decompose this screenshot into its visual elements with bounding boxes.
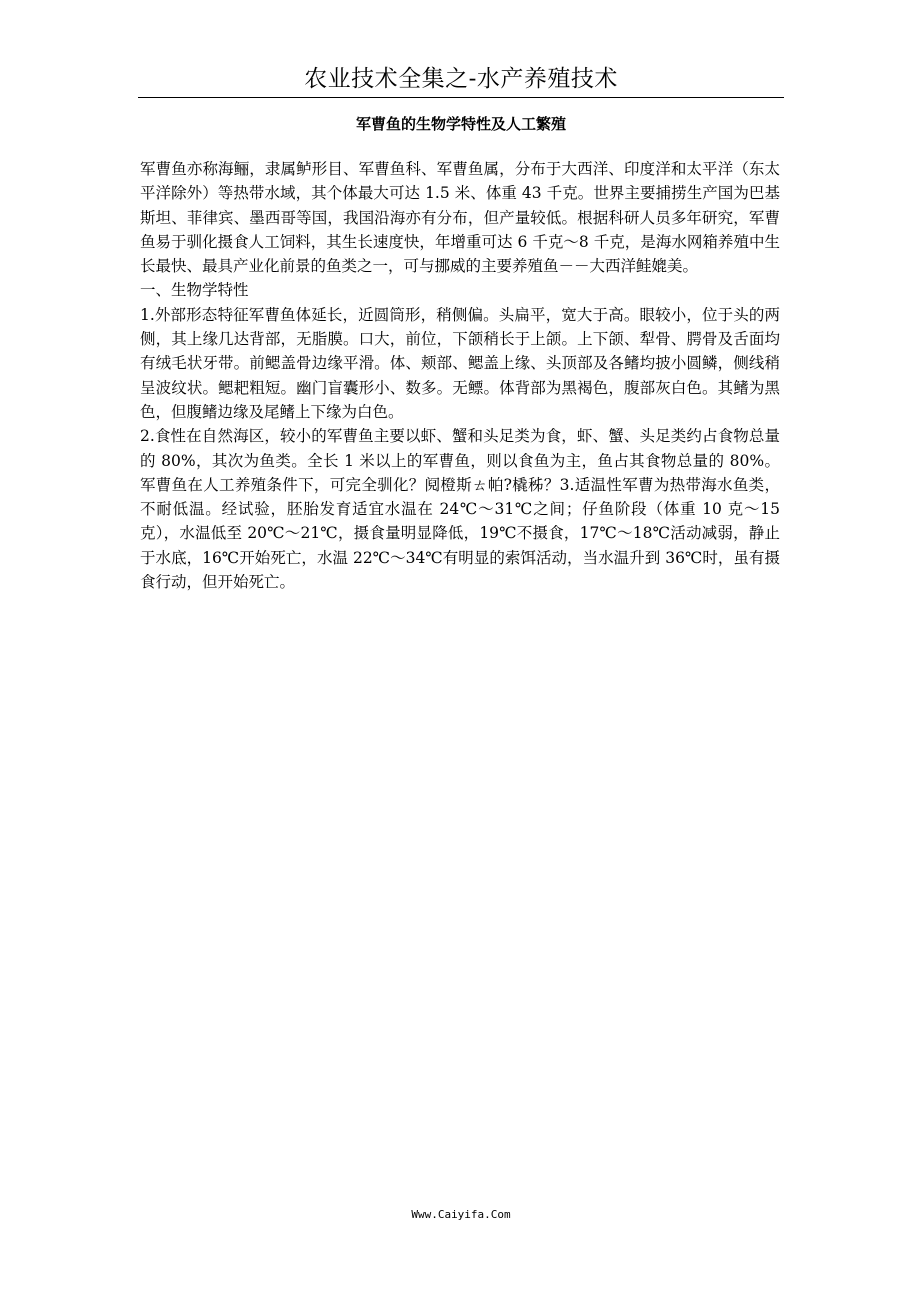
morphology-paragraph: 1.外部形态特征军曹鱼体延长，近圆筒形，稍侧偏。头扁平，宽大于高。眼较小，位于头的两侧，其上缘几达背部，无脂膜。口大，前位，下颌稍长于上颌。上下颌、犁骨、腭骨及舌面均有绒毛状牙带。前鳃盖骨边缘平滑。体、颊部、鳃盖上缘、头顶部及各鳍均披小圆鳞，侧线稍呈波纹状。鳃耙粗短。幽门盲囊形小、数多。无鳔。体背部为黑褐色，腹部灰白色。其鳍为黑色，但腹鳍边缘及尾鳍上下缘为白色。 [140, 305, 780, 421]
intro-paragraph: 军曹鱼亦称海鲡，隶属鲈形目、军曹鱼科、军曹鱼属，分布于大西洋、印度洋和太平洋（东太平洋除外）等热带水域，其个体最大可达 1.5 米、体重 43 千克。世界主要捕捞生产国为巴基斯坦、菲律宾、墨西哥等国，我国沿海亦有分布，但产量较低。根据科研人员多年研究，军曹鱼易于驯化摄食人工饲料，其生长速度快，年增重可达 6 千克～8 千克，是海水网箱养殖中生长最快、最具产业化前景的鱼类之一，可与挪威的主要养殖鱼－－大西洋鲑媲美。 [140, 160, 780, 276]
header-divider [138, 97, 784, 98]
diet-paragraph: 2.食性在自然海区，较小的军曹鱼主要以虾、蟹和头足类为食，虾、蟹、头足类约占食物总量的 80%，其次为鱼类。全长 1 米以上的军曹鱼，则以食鱼为主，鱼占其食物总量的 80%。军曹鱼在人工养殖条件下，可完全驯化？阋橙斯ㄊ帕?橇秭？3.适温性军曹为热带海水鱼类，不耐低温。经试验，胚胎发育适宜水温在 24℃～31℃之间；仔鱼阶段（体重 10 克～15 克），水温低至 20℃～21℃，摄食量明显降低，19℃不摄食，17℃～18℃活动减弱，静止于水底，16℃开始死亡，水温 22℃～34℃有明显的索饵活动，当水温升到 36℃时，虽有摄食行动，但开始死亡。 [140, 427, 780, 592]
page-header-title: 农业技术全集之-水产养殖技术 [304, 66, 618, 92]
section-heading: 一、生物学特性 [140, 281, 249, 300]
document-body [140, 157, 780, 594]
footer-website: Www.Caiyifa.Com [411, 1208, 511, 1221]
document-title: 军曹鱼的生物学特性及人工繁殖 [355, 115, 566, 133]
